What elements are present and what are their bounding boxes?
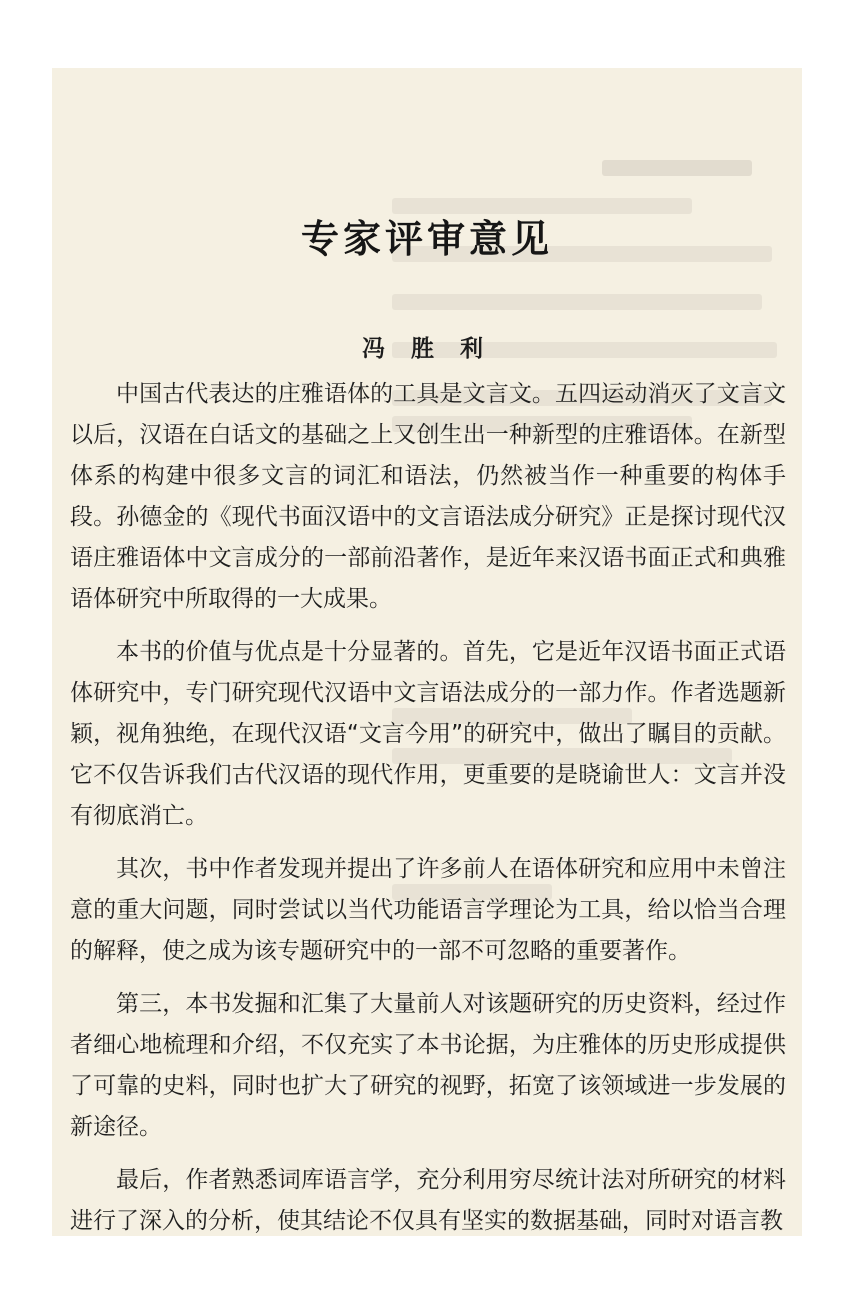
paragraph: 第三，本书发掘和汇集了大量前人对该题研究的历史资料，经过作者细心地梳理和介绍，不仅充实了本书论据，为庄雅体的历史形成提供了可靠的史料，同时也扩大了研究的视野，拓宽了该领域进一步发展的新途径。 (70, 991, 786, 1140)
page-title: 专家评审意见 (300, 217, 553, 261)
show-through-header (602, 160, 752, 176)
paragraph: 其次，书中作者发现并提出了许多前人在语体研究和应用中未曾注意的重大问题，同时尝试以当代功能语言学理论为工具，给以恰当合理的解释，使之成为该专题研究中的一部不可忽略的重要著作。 (70, 856, 786, 964)
paragraph: 本书的价值与优点是十分显著的。首先，它是近年汉语书面正式语体研究中，专门研究现代汉语中文言语法成分的一部力作。作者选题新颖，视角独绝，在现代汉语“文言今用”的研究中，做出了瞩目的贡献。它不仅告诉我们古代汉语的现代作用，更重要的是晓谕世人：文言并没有彻底消亡。 (70, 639, 786, 829)
author-name: 冯 胜 利 (361, 336, 492, 362)
show-through-line (392, 294, 762, 310)
paragraph: 最后，作者熟悉词库语言学，充分利用穷尽统计法对所研究的材料进行了深入的分析，使其结论不仅具有坚实的数据基础，同时对语言教 (70, 1167, 786, 1234)
body-text (70, 374, 786, 1236)
book-page (52, 68, 802, 1236)
paragraph: 中国古代表达的庄雅语体的工具是文言文。五四运动消灭了文言文以后，汉语在白话文的基础之上又创生出一种新型的庄雅语体。在新型体系的构建中很多文言的词汇和语法，仍然被当作一种重要的构体手段。孙德金的《现代书面汉语中的文言语法成分研究》正是探讨现代汉语庄雅语体中文言成分的一部前沿著作，是近年来汉语书面正式和典雅语体研究中所取得的一大成果。 (70, 381, 786, 612)
